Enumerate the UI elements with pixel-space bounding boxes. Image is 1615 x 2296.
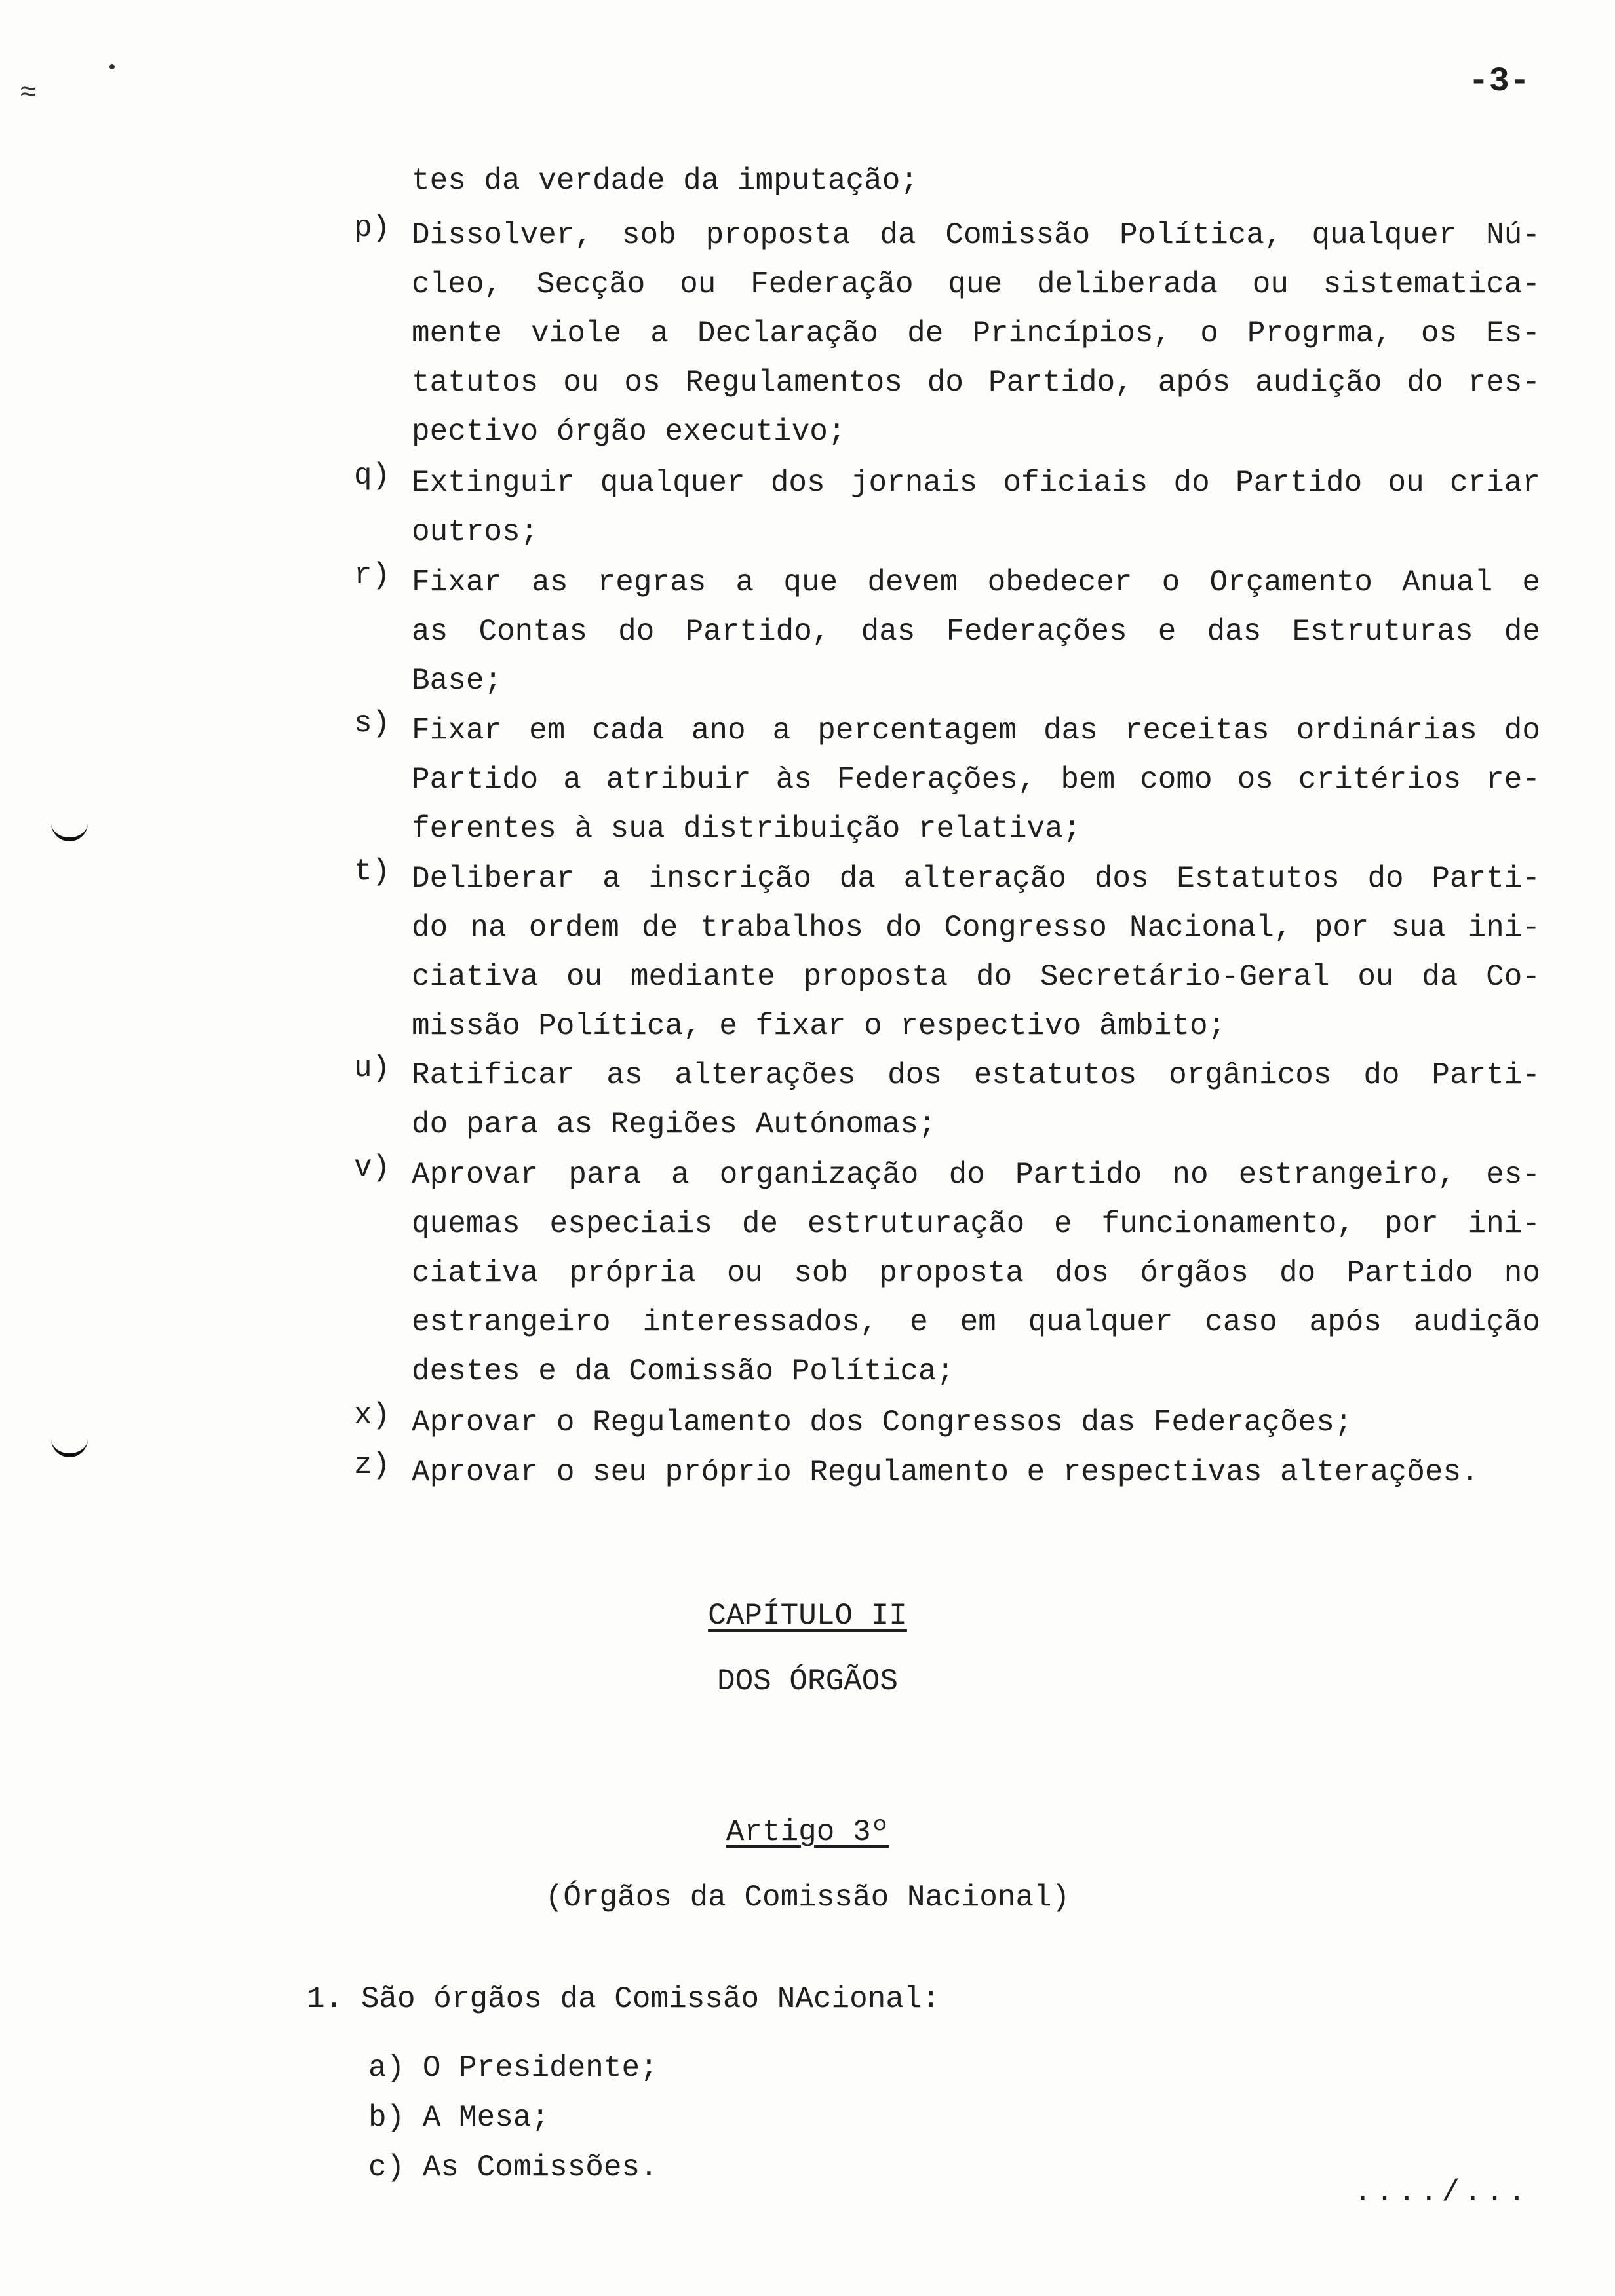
chapter-subtitle-text: DOS ÓRGÃOS xyxy=(716,1664,899,1698)
subitem-a: a) O Presidente; xyxy=(368,2051,658,2085)
item-letter: z) xyxy=(354,1448,391,1482)
chapter-subtitle xyxy=(0,1664,1615,1698)
item-line: outros; xyxy=(412,515,539,549)
chapter-title xyxy=(0,1599,1615,1633)
item-line: as Contas do Partido, das Federações e das Estruturas de xyxy=(412,615,1540,649)
list-item-z xyxy=(354,1448,1540,1497)
item-line: destes e da Comissão Política; xyxy=(412,1354,955,1388)
item-line: estrangeiro interessados, e em qualquer caso após audição xyxy=(412,1305,1540,1339)
subitem-c: c) As Comissões. xyxy=(368,2151,658,2185)
item-line: missão Política, e fixar o respectivo âmbito; xyxy=(412,1009,1226,1043)
item-line: Base; xyxy=(412,664,503,698)
list-item-p xyxy=(354,211,1540,457)
item-line: Ratificar as alterações dos estatutos orgânicos do Parti- xyxy=(412,1058,1540,1092)
chapter-title-text: CAPÍTULO II xyxy=(708,1599,907,1633)
list-item-r xyxy=(354,558,1540,706)
article-title xyxy=(0,1815,1615,1849)
item-line: Partido a atribuir às Federações, bem como os critérios re- xyxy=(412,763,1540,797)
item-line: Aprovar para a organização do Partido no estrangeiro, es- xyxy=(412,1158,1540,1192)
item-line: Aprovar o seu próprio Regulamento e respectivas alterações. xyxy=(412,1455,1479,1489)
list-item-q xyxy=(354,459,1540,557)
item-line: do para as Regiões Autónomas; xyxy=(412,1107,937,1141)
article-title-text: Artigo 3º xyxy=(726,1815,889,1849)
margin-bracket-icon xyxy=(51,820,88,841)
page-number: -3- xyxy=(1468,62,1530,101)
item-line: do na ordem de trabalhos do Congresso Nacional, por sua ini- xyxy=(412,911,1540,945)
article-subtitle-text: (Órgãos da Comissão Nacional) xyxy=(545,1881,1070,1915)
item-letter: t) xyxy=(354,854,391,889)
item-letter: u) xyxy=(354,1051,391,1085)
margin-bracket-icon xyxy=(51,1436,88,1457)
item-letter: s) xyxy=(354,706,391,740)
margin-mark-icon: ≈ xyxy=(20,77,37,110)
item-line: tatutos ou os Regulamentos do Partido, após audição do res- xyxy=(412,366,1540,400)
list-item-s xyxy=(354,706,1540,854)
item-line: Aprovar o Regulamento dos Congressos das Federações; xyxy=(412,1406,1353,1440)
item-line: Fixar as regras a que devem obedecer o Orçamento Anual e xyxy=(412,565,1540,600)
list-item-x xyxy=(354,1398,1540,1447)
item-line: Fixar em cada ano a percentagem das receitas ordinárias do xyxy=(412,714,1540,748)
item-line: ciativa própria ou sob proposta dos órgãos do Partido no xyxy=(412,1256,1540,1290)
item-line: quemas especiais de estruturação e funcionamento, por ini- xyxy=(412,1207,1540,1241)
item-line: Deliberar a inscrição da alteração dos Estatutos do Parti- xyxy=(412,862,1540,896)
list-item-v xyxy=(354,1151,1540,1396)
item-letter: q) xyxy=(354,459,391,493)
subitem-b: b) A Mesa; xyxy=(368,2101,550,2135)
item-line: ferentes à sua distribuição relativa; xyxy=(412,812,1081,846)
item-line: ciativa ou mediante proposta do Secretário-Geral ou da Co- xyxy=(412,960,1540,994)
list-item-u xyxy=(354,1051,1540,1149)
item-line: Extinguir qualquer dos jornais oficiais do Partido ou criar xyxy=(412,466,1540,500)
item-line: cleo, Secção ou Federação que deliberada ou sistematica- xyxy=(412,267,1540,301)
numbered-paragraph: 1. São órgãos da Comissão NAcional: xyxy=(307,1982,941,2016)
item-letter: p) xyxy=(354,211,391,245)
margin-mark-icon: • xyxy=(106,58,119,80)
item-letter: x) xyxy=(354,1398,391,1432)
item-letter: v) xyxy=(354,1151,391,1185)
intro-line: tes da verdade da imputação; xyxy=(412,164,918,198)
continuation-mark: ..../... xyxy=(1353,2175,1530,2210)
list-item-t xyxy=(354,854,1540,1051)
item-letter: r) xyxy=(354,558,391,592)
item-line: mente viole a Declaração de Princípios, o Progrma, os Es- xyxy=(412,316,1540,351)
item-line: Dissolver, sob proposta da Comissão Política, qualquer Nú- xyxy=(412,218,1540,252)
item-line: pectivo órgão executivo; xyxy=(412,415,846,449)
article-subtitle xyxy=(0,1881,1615,1915)
